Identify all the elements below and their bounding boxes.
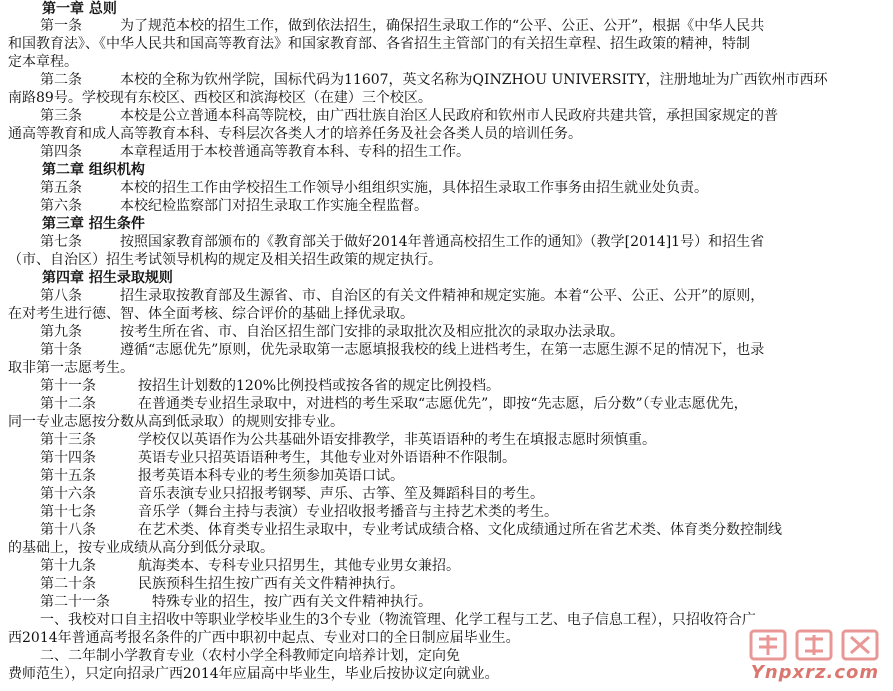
article-label: 第五条 <box>40 180 82 196</box>
article-text: 本章程适用于本校普通高等教育本科、专科的招生工作。 <box>120 144 470 160</box>
article-text: 遵循“志愿优先”原则，优先录取第一志愿填报我校的线上进档考生，在第一志愿生源不足的情况下，也录 <box>120 342 765 358</box>
article-label: 第十二条 <box>40 396 96 412</box>
article-text: 按照国家教育部颁布的《教育部关于做好2014年普通高校招生工作的通知》（教学[2014]1号）和招生省 <box>120 234 765 250</box>
article-text: 通高等教育和成人高等教育本科、专科层次各类人才的培养任务及社会各类人员的培训任务。 <box>8 126 582 142</box>
article-text: 为了规范本校的招生工作，做到依法招生，确保招生录取工作的“公平、公正、公开”，根据《中华人民共 <box>120 18 765 34</box>
article-text: 民族预科生招生按广西有关文件精神执行。 <box>138 576 404 592</box>
watermark-logo-icon <box>745 625 885 665</box>
article-label: 第十八条 <box>40 522 96 538</box>
article-label: 第十九条 <box>40 558 96 574</box>
article-label: 第十一条 <box>40 378 96 394</box>
article-label: 第十条 <box>40 342 82 358</box>
chapter-heading: 第三章 招生条件 <box>42 216 145 232</box>
paragraph-text: 一、我校对口自主招收中等职业学校毕业生的3个专业（物流管理、化学工程与工艺、电子信息工程），只招收符合广 <box>40 612 756 628</box>
article-text: 招生录取按教育部及生源省、市、自治区的有关文件精神和规定实施。本着“公平、公正、公开”的原则， <box>120 288 765 304</box>
watermark-logo <box>745 625 885 683</box>
article-text: 在对考生进行德、智、体全面考核、综合评价的基础上择优录取。 <box>8 306 414 322</box>
article-label: 第九条 <box>40 324 82 340</box>
article-text: 南路89号。学校现有东校区、西校区和滨海校区（在建）三个校区。 <box>8 90 432 106</box>
article-label: 第十三条 <box>40 432 96 448</box>
paragraph-text: 二、二年制小学教育专业（农村小学全科教师定向培养计划，定向免 <box>40 648 460 664</box>
article-label: 第二条 <box>40 72 82 88</box>
article-text: 本校纪检监察部门对招生录取工作实施全程监督。 <box>120 198 428 214</box>
article-text: 和国教育法》、《中华人民共和国高等教育法》和国家教育部、各省招生主管部门的有关招生章程、招生政策的精神，特制 <box>8 36 750 52</box>
article-label: 第十五条 <box>40 468 96 484</box>
paragraph-text: 费师范生），只定向招录广西2014年应届高中毕业生，毕业后按协议定向就业。 <box>8 666 499 682</box>
article-text: 英语专业只招英语语种考生，其他专业对外语语种不作限制。 <box>138 450 516 466</box>
article-text: 本校的招生工作由学校招生工作领导小组组织实施，具体招生录取工作事务由招生就业处负责。 <box>120 180 708 196</box>
watermark-text: Ynpxrz.com <box>750 662 880 683</box>
article-text: 定本章程。 <box>8 54 78 70</box>
article-text: 本校的全称为钦州学院，国标代码为11607，英文名称为QINZHOU UNIVERSITY，注册地址为广西钦州市西环 <box>120 72 828 88</box>
article-label: 第十七条 <box>40 504 96 520</box>
article-label: 第十六条 <box>40 486 96 502</box>
article-label: 第二十条 <box>40 576 96 592</box>
article-text: 按招生计划数的120%比例投档或按各省的规定比例投档。 <box>138 378 501 394</box>
chapter-heading: 第一章 总则 <box>42 1 117 17</box>
article-text: 在艺术类、体育类专业招生录取中，专业考试成绩合格、文化成绩通过所在省艺术类、体育类分数控制线 <box>138 522 782 538</box>
article-text: 音乐表演专业只招报考钢琴、声乐、古筝、笙及舞蹈科目的考生。 <box>138 486 544 502</box>
article-text: 按考生所在省、市、自治区招生部门安排的录取批次及相应批次的录取办法录取。 <box>120 324 624 340</box>
article-label: 第四条 <box>40 144 82 160</box>
article-label: 第七条 <box>40 234 82 250</box>
article-label: 第二十一条 <box>40 594 110 610</box>
article-text: 在普通类专业招生录取中，对进档的考生采取“志愿优先”，即按“先志愿，后分数”（专业志愿优先， <box>138 396 748 412</box>
article-text: 本校是公立普通本科高等院校，由广西壮族自治区人民政府和钦州市人民政府共建共管，承担国家规定的普 <box>120 108 778 124</box>
article-text: 航海类本、专科专业只招男生，其他专业男女兼招。 <box>138 558 460 574</box>
article-label: 第十四条 <box>40 450 96 466</box>
article-text: 报考英语本科专业的考生须参加英语口试。 <box>138 468 404 484</box>
chapter-heading: 第二章 组织机构 <box>42 162 145 178</box>
article-text: 学校仅以英语作为公共基础外语安排教学，非英语语种的考生在填报志愿时须慎重。 <box>138 432 656 448</box>
article-text: 特殊专业的招生，按广西有关文件精神执行。 <box>152 594 432 610</box>
paragraph-text: 西2014年普通高考报名条件的广西中职初中起点、专业对口的全日制应届毕业生。 <box>8 630 520 646</box>
article-text: 的基础上，按专业成绩从高分到低分录取。 <box>8 540 274 556</box>
article-text: 音乐学（舞台主持与表演）专业招收报考播音与主持艺术类的考生。 <box>138 504 558 520</box>
article-label: 第三条 <box>40 108 82 124</box>
chapter-heading: 第四章 招生录取规则 <box>42 270 173 286</box>
article-text: （市、自治区）招生考试领导机构的规定及相关招生政策的规定执行。 <box>8 252 442 268</box>
article-label: 第六条 <box>40 198 82 214</box>
article-label: 第八条 <box>40 288 82 304</box>
article-label: 第一条 <box>40 18 82 34</box>
article-text: 取非第一志愿考生。 <box>8 360 134 376</box>
article-text: 同一专业志愿按分数从高到低录取）的规则安排专业。 <box>8 414 344 430</box>
